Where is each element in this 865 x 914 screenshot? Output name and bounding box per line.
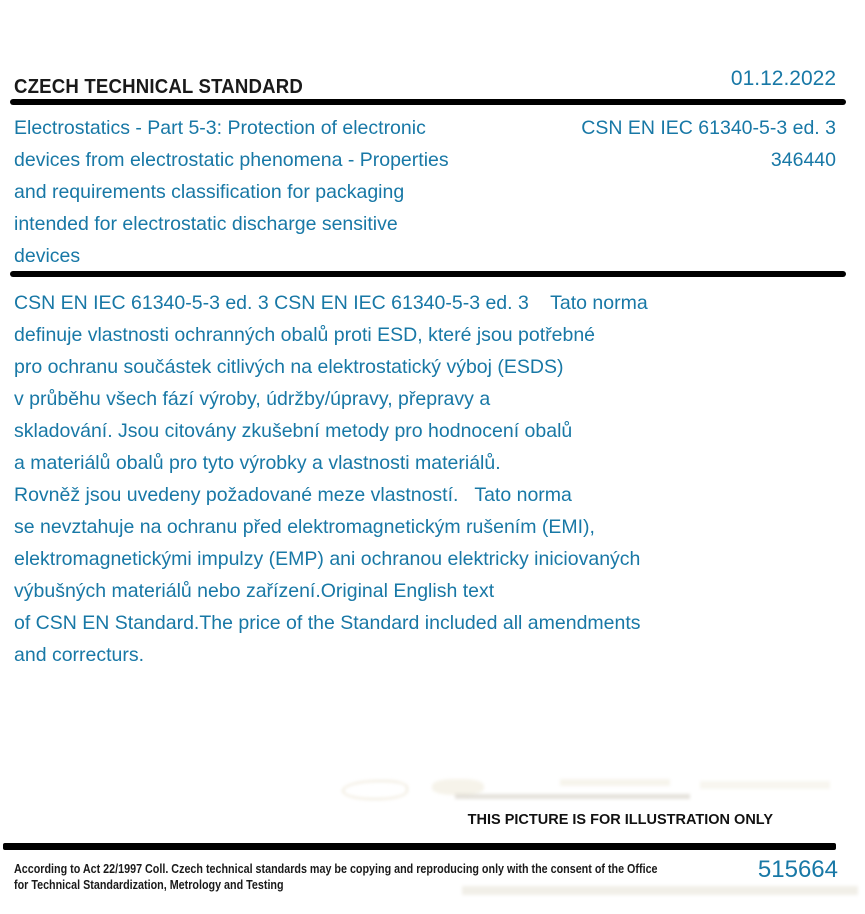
standard-designation: CSN EN IEC 61340-5-3 ed. 3 xyxy=(581,117,836,139)
standard-title-line: devices xyxy=(14,245,81,267)
annotation-line: elektromagnetickými impulzy (EMP) ani ochranou elektricky iniciovaných xyxy=(14,548,641,570)
footer-legal-text xyxy=(14,861,658,893)
illustration-only-notice: THIS PICTURE IS FOR ILLUSTRATION ONLY xyxy=(467,812,773,828)
annotation-line: výbušných materiálů nebo zařízení.Original English text xyxy=(14,580,495,602)
standard-title-line: Electrostatics - Part 5-3: Protection of electronic xyxy=(14,117,426,139)
illustration-smudge xyxy=(432,779,484,795)
footer-legal-line: According to Act 22/1997 Coll. Czech technical standards may be copying and reproducing only with the consent of the Office xyxy=(14,862,658,876)
standard-title-line: intended for electrostatic discharge sensitive xyxy=(14,213,398,235)
page-title: CZECH TECHNICAL STANDARD xyxy=(14,76,303,98)
illustration-smudge xyxy=(455,794,690,799)
annotation-line: v průběhu všech fází výroby, údržby/úpravy, přepravy a xyxy=(14,388,491,410)
annotation-line: a materiálů obalů pro tyto výrobky a vlastnosti materiálů. xyxy=(14,452,501,474)
standard-title-line: and requirements classification for packaging xyxy=(14,181,405,203)
annotation-line: pro ochranu součástek citlivých na elektrostatický výboj (ESDS) xyxy=(14,356,564,378)
illustration-smudge xyxy=(560,779,670,786)
footer-order-number: 515664 xyxy=(757,856,838,883)
header-divider xyxy=(10,99,846,105)
annotation-line: skladování. Jsou citovány zkušební metody pro hodnocení obalů xyxy=(14,420,573,442)
illustration-smudge xyxy=(342,780,408,800)
annotation-line: and correcturs. xyxy=(14,644,145,666)
annotation-line: Rovněž jsou uvedeny požadované meze vlastností. Tato norma xyxy=(14,484,572,506)
issue-date: 01.12.2022 xyxy=(730,67,836,90)
title-divider xyxy=(10,271,846,277)
illustration-smudge xyxy=(700,781,830,789)
annotation-line: of CSN EN Standard.The price of the Standard included all amendments xyxy=(14,612,641,634)
annotation-line: se nevztahuje na ochranu před elektromagnetickým rušením (EMI), xyxy=(14,516,595,538)
standard-title-line: devices from electrostatic phenomena - Properties xyxy=(14,149,449,171)
standard-catalog-number: 346440 xyxy=(770,149,836,171)
footer-legal-line: for Technical Standardization, Metrology and Testing xyxy=(14,878,284,892)
annotation-text xyxy=(14,287,804,671)
standard-reference xyxy=(450,112,836,176)
annotation-line: CSN EN IEC 61340-5-3 ed. 3 CSN EN IEC 61340-5-3 ed. 3 Tato norma xyxy=(14,292,648,314)
annotation-line: definuje vlastnosti ochranných obalů proti ESD, které jsou potřebné xyxy=(14,324,596,346)
footer-divider xyxy=(3,843,836,850)
